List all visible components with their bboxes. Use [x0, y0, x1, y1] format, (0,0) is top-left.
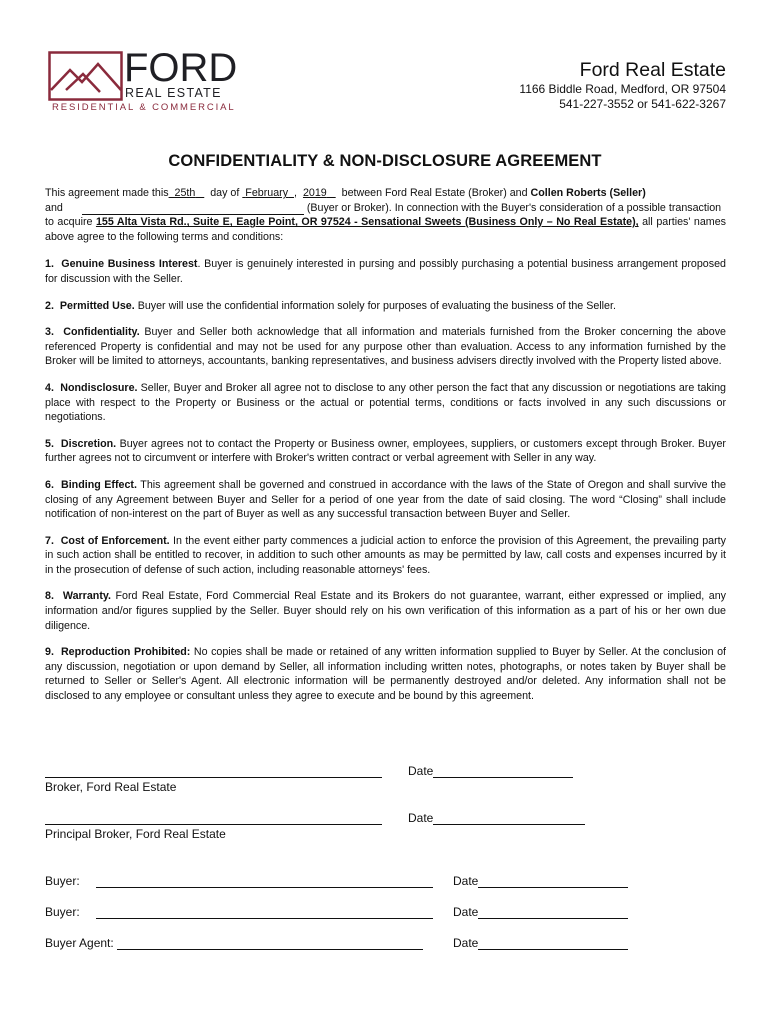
- intro-text: between Ford Real Estate (Broker) and: [341, 187, 528, 199]
- clause-number: 1.: [45, 258, 54, 271]
- buyer2-signature[interactable]: Buyer:: [45, 905, 433, 919]
- year-field[interactable]: 2019: [302, 187, 327, 199]
- clause-heading: Genuine Business Interest: [61, 258, 198, 271]
- intro-text: and: [45, 201, 63, 214]
- clause-1: [45, 257, 726, 286]
- clause-number: 7.: [45, 534, 54, 547]
- clause-number: 9.: [45, 646, 54, 659]
- seller-name[interactable]: Collen Roberts: [530, 187, 607, 199]
- clause-text: No copies shall be made or retained of any written information supplied to Buyer by Seller. At the conclusion of any discussion, negotiation or upon demand by Seller, all information including written notes, photographs, or notes taken by Buyer shall be returned to Seller or Seller's Agent. All electronic information will be permanently destroyed and/or deleted. Any information shall not be disclosed to any employee or consultant unless they agree to execute and be bound by this agreement.: [45, 646, 726, 703]
- clause-9: [45, 645, 726, 703]
- intro-text: to acquire: [45, 216, 93, 229]
- clause-4: [45, 381, 726, 425]
- day-field[interactable]: 25th: [174, 187, 196, 199]
- clause-2: [45, 299, 726, 314]
- clause-heading: Reproduction Prohibited:: [60, 646, 191, 659]
- intro-text: ,: [294, 187, 298, 199]
- principal-label: Principal Broker, Ford Real Estate: [45, 827, 226, 841]
- intro-text: all: [642, 216, 653, 229]
- logo-tagline: REAL ESTATE: [125, 86, 222, 100]
- clause-number: 8.: [45, 590, 54, 603]
- clause-heading: Nondisclosure.: [60, 381, 138, 394]
- clause-text: . Buyer is genuinely interested in pursing and possibly purchasing a potential business arrangement proposed for discussion with the Seller.: [45, 258, 726, 285]
- clause-number: 4.: [45, 381, 54, 394]
- intro-line-2: [45, 201, 726, 216]
- intro-text: (Buyer or Broker). In connection with the Buyer's consideration of a possible transaction: [306, 201, 722, 214]
- clause-heading: Confidentiality.: [63, 326, 140, 339]
- clause-3: [45, 325, 726, 369]
- logo-brand: FORD: [124, 46, 238, 90]
- buyer-agent-date[interactable]: Date: [453, 936, 628, 950]
- clause-8: [45, 589, 726, 633]
- clause-heading: Discretion.: [60, 437, 117, 450]
- clause-number: 3.: [45, 326, 54, 339]
- intro-text: day of: [210, 187, 240, 199]
- intro-line-1: [45, 186, 726, 201]
- company-phone: 541-227-3552 or 541-622-3267: [559, 97, 726, 111]
- seller-role: (Seller): [609, 187, 646, 199]
- broker-date[interactable]: Date: [408, 764, 573, 778]
- buyer-agent-signature[interactable]: Buyer Agent:: [45, 936, 423, 950]
- clause-heading: Warranty.: [62, 590, 111, 603]
- clause-heading: Permitted Use.: [59, 299, 135, 312]
- house-roof-icon: [48, 50, 124, 102]
- clause-number: 5.: [45, 437, 54, 450]
- clause-heading: Cost of Enforcement.: [60, 534, 170, 547]
- principal-date[interactable]: Date: [408, 811, 585, 825]
- document-title: CONFIDENTIALITY & NON-DISCLOSURE AGREEMENT: [168, 152, 602, 170]
- clause-number: 2.: [45, 299, 54, 312]
- intro-text: This agreement made this: [45, 187, 169, 199]
- month-field[interactable]: February: [245, 187, 289, 199]
- clause-number: 6.: [45, 478, 54, 491]
- buyer1-signature[interactable]: Buyer:: [45, 874, 433, 888]
- property-field[interactable]: 155 Alta Vista Rd., Suite E, Eagle Point, OR 97524 - Sensational Sweets (Business Only – No Real Estate),: [95, 216, 639, 229]
- clause-text: Seller, Buyer and Broker all agree not to disclose to any other person the fact that any discussion or negotiations are taking place with respect to the Property or Business or the actual or potential terms, conditions or facts involved in any such discussions or negotiations.: [45, 381, 726, 424]
- buyer2-date[interactable]: Date: [453, 905, 628, 919]
- broker-signature-line[interactable]: [45, 764, 382, 778]
- agreement-body: [45, 186, 726, 704]
- clause-text: Buyer will use the confidential information solely for purposes of evaluating the business of the Seller.: [134, 299, 616, 312]
- company-logo: [48, 46, 248, 120]
- buyer-name-field[interactable]: [82, 202, 304, 215]
- clause-text: In the event either party commences a judicial action to enforce the provision of this Agreement, the prevailing party in such action shall be entitled to recover, in addition to such other amounts as may be permitted by law, call costs and expenses incurred by it in the prosecution of defense of such action, including reasonable attorneys' fees.: [45, 534, 726, 576]
- buyer1-date[interactable]: Date: [453, 874, 628, 888]
- clause-text: Buyer agrees not to contact the Property or Business owner, employees, suppliers, or customers except through Broker. Buyer further agrees not to circumvent or interfere with Broker's written contract or verbal agreement with Seller in any way.: [45, 437, 726, 465]
- intro-text: parties' names above agree to the following terms and conditions:: [45, 216, 726, 243]
- company-name: Ford Real Estate: [579, 59, 726, 81]
- clause-text: Buyer and Seller both acknowledge that all information and materials furnished from the Broker concerning the above referenced Property is confidential and may not be used for any purpose other than evaluation. Access to any information furnished by the Broker will be limited to attorneys, accountants, banking representatives, and business advisers directly involved with the Property listed above.: [45, 326, 726, 368]
- company-info: [519, 58, 726, 112]
- sections-list: [45, 257, 726, 703]
- clause-heading: Binding Effect.: [60, 478, 137, 491]
- intro-line-3: [45, 215, 726, 244]
- company-address: 1166 Biddle Road, Medford, OR 97504: [519, 82, 726, 96]
- clause-text: This agreement shall be governed and construed in accordance with the laws of the State of Oregon and shall survive the closing of any Agreement between Buyer and Seller for a period of one year from the date of said closing. The word “Closing” shall include notification of non-interest on the part of Buyer as well as any successful transaction between Buyer and Seller.: [45, 478, 726, 521]
- principal-signature-line[interactable]: [45, 811, 382, 825]
- clause-6: [45, 478, 726, 522]
- logo-subline: RESIDENTIAL & COMMERCIAL: [52, 102, 236, 113]
- broker-label: Broker, Ford Real Estate: [45, 780, 177, 794]
- clause-text: Ford Real Estate, Ford Commercial Real Estate and its Brokers do not guarantee, warrant, either expressed or implied, any information and/or figures supplied by the Seller. Buyer should rely on his own verification of this information as a part of his or her own due diligence.: [45, 590, 726, 632]
- clause-5: [45, 437, 726, 466]
- clause-7: [45, 534, 726, 578]
